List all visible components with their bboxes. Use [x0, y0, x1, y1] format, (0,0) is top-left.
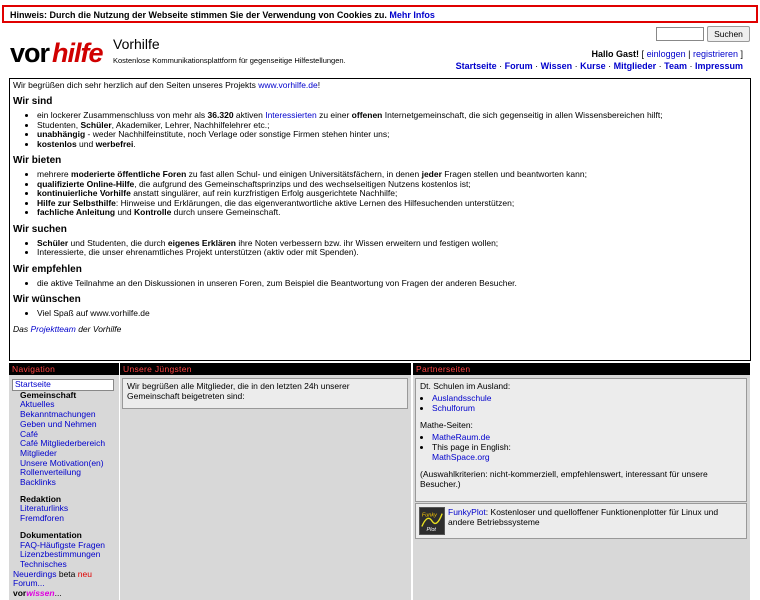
topnav-forum[interactable]: Forum: [504, 61, 533, 71]
nav-item-bekanntmachungen[interactable]: Bekanntmachungen: [20, 409, 96, 420]
funkyplot-box: [415, 503, 747, 539]
nav-item-forum[interactable]: Forum...: [13, 578, 45, 589]
welcome-box: [9, 78, 751, 361]
matheraum-link[interactable]: MatheRaum.de: [432, 432, 491, 442]
list-item: • kostenlos und werbefrei.: [37, 140, 747, 150]
list-item[interactable]: [432, 403, 742, 413]
topnav-wissen[interactable]: Wissen: [540, 61, 573, 71]
nav-item-geben-und-nehmen[interactable]: Geben und Nehmen: [20, 418, 97, 429]
news-panel: [120, 363, 411, 600]
site-title: Vorhilfe: [113, 36, 160, 52]
nav-item-faq[interactable]: FAQ-Häufigste Fragen: [20, 539, 106, 550]
partner-mathe: Mathe-Seiten:: [420, 420, 473, 430]
greeting-text: Hallo Gast!: [591, 49, 640, 59]
svg-text:vor: vor: [10, 38, 50, 68]
cookie-more-link[interactable]: Mehr Infos: [389, 10, 435, 20]
svg-text:Funky: Funky: [421, 512, 437, 519]
list-item: • unabhängig - weder Nachhilfeinstitute, noch Verlage oder sonstige Firmen stehen hinter uns;: [37, 130, 747, 140]
nav-item-cafe[interactable]: Café: [20, 428, 38, 439]
list-item: • Studenten, Schüler, Akademiker, Lehrer, Nachhilfelehrer etc.;: [37, 121, 747, 131]
navigation-list: [9, 375, 119, 599]
nav-item-literaturlinks[interactable]: Literaturlinks: [20, 503, 69, 514]
list-item: • die aktive Teilnahme an den Diskussionen in unseren Foren, zum Beispiel die Beantwortung von Fragen der anderen Besucher.: [37, 279, 747, 289]
list-item: • fachliche Anleitung und Kontrolle durch unsere Gemeinschaft.: [37, 208, 747, 218]
nav-item-backlinks[interactable]: Backlinks: [20, 477, 56, 488]
auslandsschule-link[interactable]: Auslandsschule: [432, 393, 492, 403]
heading-wir-wuenschen: Wir wünschen: [13, 294, 81, 305]
news-box: [122, 378, 408, 409]
nav-heading-dokumentation: Dokumentation: [20, 529, 82, 540]
topnav-mitglieder[interactable]: Mitglieder: [613, 61, 657, 71]
schulforum-link[interactable]: Schulforum: [432, 403, 475, 413]
topnav-kurse[interactable]: Kurse: [580, 61, 606, 71]
list-item: • kontinuierliche Vorhilfe anstatt singulärer, auf rein kurzfristigen Erfolg ausgerichtete Nachhilfe;: [37, 189, 747, 199]
projektteam-link[interactable]: Projektteam: [30, 323, 76, 334]
list-item: • This page in English: MathSpace.org: [432, 442, 742, 462]
topnav-impressum[interactable]: Impressum: [694, 61, 743, 71]
list-wir-sind: [13, 111, 747, 149]
partner-math-list: [420, 432, 742, 462]
nav-item-motivation[interactable]: Unsere Motivation(en): [20, 457, 104, 468]
list-wir-wuenschen: [13, 309, 747, 319]
nav-heading-redaktion: Redaktion: [20, 493, 62, 504]
topnav-startseite[interactable]: Startseite: [455, 61, 497, 71]
list-wir-bieten: [13, 170, 747, 218]
partner-dt-schulen: Dt. Schulen im Ausland:: [420, 381, 511, 391]
heading-wir-bieten: Wir bieten: [13, 155, 62, 166]
funkyplot-link[interactable]: FunkyPlot: [448, 507, 486, 517]
topnav-team[interactable]: Team: [664, 61, 687, 71]
nav-item-startseite[interactable]: Startseite: [12, 379, 114, 391]
navigation-panel: [9, 363, 119, 600]
svg-text:hilfe: hilfe: [52, 38, 103, 68]
nav-item-aktuelles[interactable]: Aktuelles: [20, 399, 55, 410]
nav-item-vorwissen[interactable]: vorwissen...: [13, 588, 62, 599]
login-link[interactable]: einloggen: [646, 49, 686, 59]
list-item[interactable]: [432, 432, 742, 442]
cookie-banner: [2, 5, 758, 23]
search-button[interactable]: Suchen: [707, 26, 750, 42]
nav-item-rollenverteilung[interactable]: Rollenverteilung: [20, 467, 81, 478]
list-item[interactable]: [432, 393, 742, 403]
svg-text:Plot: Plot: [426, 527, 436, 534]
heading-wir-suchen: Wir suchen: [13, 223, 67, 235]
nav-item-neuerdings[interactable]: Neuerdings beta neu: [13, 568, 92, 579]
funkyplot-text: FunkyPlot: Kostenloser und quelloffener Funktionenplotter für Linux und andere Betriebssysteme: [448, 507, 719, 527]
navigation-title: Navigation: [9, 363, 119, 375]
mathspace-link[interactable]: MathSpace.org: [432, 452, 490, 462]
partner-panel: [413, 363, 750, 600]
news-title: Unsere Jüngsten: [120, 363, 411, 375]
top-navigation: Startseite · Forum · Wissen · Kurse · Mitglieder · Team · Impressum: [455, 61, 743, 71]
interessierten-link[interactable]: Interessierten: [265, 110, 317, 120]
site-subtitle: Kostenlose Kommunikationsplattform für gegenseitige Hilfestellungen.: [113, 56, 346, 65]
vorhilfe-logo[interactable]: [10, 36, 110, 70]
list-item: • Interessierte, die unser ehrenamtliches Projekt unterstützen (aktiv oder mit Spenden).: [37, 248, 747, 258]
register-link[interactable]: registrieren: [692, 49, 738, 59]
nav-item-lizenzbestimmungen[interactable]: Lizenzbestimmungen: [20, 549, 101, 560]
welcome-intro: Wir begrüßen dich sehr herzlich auf den Seiten unseres Projekts www.vorhilfe.de!: [13, 80, 321, 90]
list-item: • Hilfe zur Selbsthilfe: Hinweise und Erklärungen, die das eigenverantwortliche aktive Lernen des Hilfesuchenden unterstützen;: [37, 199, 747, 209]
cookie-notice: Hinweis: Durch die Nutzung der Webseite stimmen Sie der Verwendung von Cookies zu.: [10, 10, 387, 20]
news-text: Wir begrüßen alle Mitglieder, die in den letzten 24h unserer Gemeinschaft beigetreten sind:: [127, 381, 350, 401]
nav-item-fremdforen[interactable]: Fremdforen: [20, 513, 64, 524]
partner-criteria: (Auswahlkriterien: nicht-kommerziell, empfehlenswert, interessant für unsere Besucher.): [420, 469, 708, 489]
heading-wir-empfehlen: Wir empfehlen: [13, 263, 82, 275]
user-greeting: Hallo Gast! [ einloggen | registrieren ]: [591, 49, 743, 59]
nav-item-technisches[interactable]: Technisches: [20, 558, 67, 569]
list-wir-empfehlen: [13, 279, 747, 289]
list-item: • ein lockerer Zusammenschluss von mehr als 36.320 aktiven Interessierten zu einer offenen Internetgemeinschaft, die sich gegenseitig in allen Wissensbereichen hilft;: [37, 111, 747, 121]
funkyplot-logo[interactable]: [419, 507, 445, 535]
search-input[interactable]: [656, 27, 704, 41]
partner-title: Partnerseiten: [413, 363, 750, 375]
list-item: • Schüler und Studenten, die durch eigenes Erklären ihre Noten verbessern bzw. ihr Wissen erweitern und festigen wollen;: [37, 239, 747, 249]
welcome-outro: Das Projektteam der Vorhilfe: [13, 323, 122, 334]
partner-school-list: [420, 393, 742, 413]
heading-wir-sind: Wir sind: [13, 96, 53, 107]
list-wir-suchen: [13, 239, 747, 258]
partner-box: [415, 378, 747, 502]
list-item: • mehrere moderierte öffentliche Foren zu fast allen Schul- und einigen Universitätsfächern, in denen jeder Fragen stellen und beantworten kann;: [37, 170, 747, 180]
vorhilfe-link[interactable]: www.vorhilfe.de: [258, 80, 318, 90]
list-item: • qualifizierte Online-Hilfe, die aufgrund des Gemeinschaftsprinzips und des wechselseitigen Nutzens kostenlos ist;: [37, 180, 747, 190]
nav-heading-gemeinschaft: Gemeinschaft: [20, 389, 77, 400]
nav-item-mitglieder[interactable]: Mitglieder: [20, 447, 57, 458]
list-item: • Viel Spaß auf www.vorhilfe.de: [37, 309, 747, 319]
nav-item-cafe-mitgliederbereich[interactable]: Café Mitgliederbereich: [20, 438, 106, 449]
